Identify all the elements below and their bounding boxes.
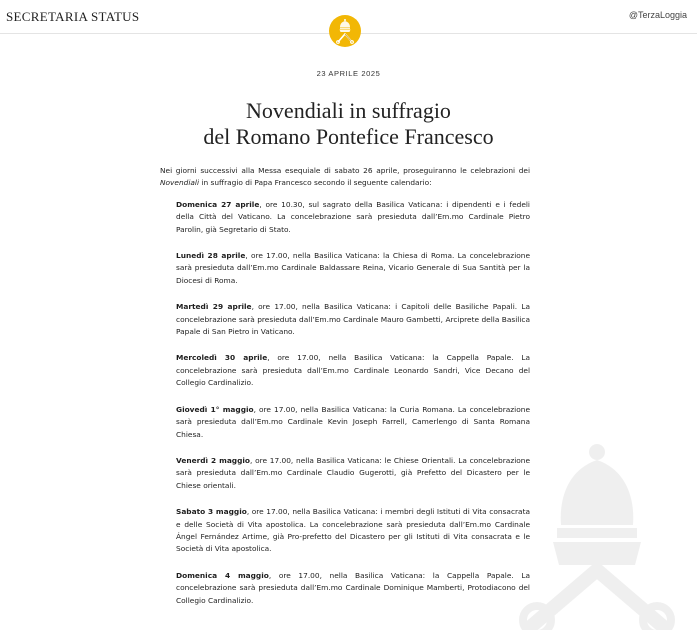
- schedule-entry: [176, 250, 530, 287]
- entry-text: , ore 17.00, nella Basilica Vaticana: la Chiesa di Roma. La concelebrazione sarà presieduta dall’Em.mo Cardinale Baldassare Reina, Vicario Generale di Sua Santità per la Diocesi di Roma.: [176, 251, 530, 285]
- entry-text: , ore 10.30, sul sagrato della Basilica Vaticana: i dipendenti e i fedeli della Città del Vaticano. La concelebrazione sarà presieduta dall’Em.mo Cardinale Pietro Parolin, già Segretario di Stato.: [176, 199, 530, 234]
- title-line-1: Novendiali in suffragio: [246, 98, 451, 123]
- schedule-entry: [176, 506, 530, 556]
- entry-text: , ore 17.00, nella Basilica Vaticana: i membri degli Istituti di Vita consacrata e delle Società di Vita apostolica. La concelebrazione sarà presieduta dall’Em.mo Cardinale Ángel Fernández Artime, già Pro-prefetto del Dicastero per gli Istituti di Vita consacrata e le Società di Vita apostolica.: [176, 507, 530, 554]
- schedule-entry: [176, 352, 530, 389]
- papal-coat-of-arms-icon: [329, 15, 361, 47]
- entry-text: , ore 17.00, nella Basilica Vaticana: le Chiese Orientali. La concelebrazione sarà presieduta dall’Em.mo Cardinale Claudio Gugerotti, già Prefetto del Dicastero per le Chiese orientali.: [176, 455, 530, 490]
- page-title: [0, 98, 697, 150]
- schedule-entry: [176, 301, 530, 338]
- entry-text: , ore 17.00, nella Basilica Vaticana: la Curia Romana. La concelebrazione sarà presieduta dall’Em.mo Cardinale Kevin Joseph Farrell, Camerlengo di Santa Romana Chiesa.: [176, 404, 530, 439]
- schedule-entry: [176, 455, 530, 492]
- entry-text: , ore 17.00, nella Basilica Vaticana: i Capitoli delle Basiliche Papali. La concelebrazione sarà presieduta dall’Em.mo Cardinale Mauro Gambetti, Arciprete della Basilica Papale di San Pietro in Vaticano.: [176, 302, 530, 337]
- entry-day: Lunedì 28 aprile: [176, 251, 246, 261]
- entry-text: , ore 17.00, nella Basilica Vaticana: la Cappella Papale. La concelebrazione sarà presieduta dall’Em.mo Cardinale Dominique Mamberti, Protodiacono del Collegio Cardinalizio.: [176, 570, 531, 605]
- entry-day: Domenica 27 aprile: [176, 199, 260, 209]
- schedule-entry: [176, 570, 530, 607]
- intro-text-end: in suffragio di Papa Francesco secondo il seguente calendario:: [199, 178, 432, 188]
- publication-date: 23 APRILE 2025: [316, 69, 381, 78]
- entry-day: Martedì 29 aprile: [176, 302, 252, 312]
- entry-day: Domenica 4 maggio: [176, 570, 269, 580]
- entry-day: Mercoledì 30 aprile: [176, 353, 268, 363]
- papal-tiara-watermark-icon: [497, 430, 697, 630]
- intro-italic: Novendiali: [160, 178, 200, 188]
- title-line-2: del Romano Pontefice Francesco: [203, 124, 494, 149]
- entry-day: Giovedì 1° maggio: [176, 404, 254, 414]
- document-body: [160, 165, 530, 621]
- intro-text: Nei giorni successivi alla Messa esequiale di sabato 26 aprile, proseguiranno le celebrazioni dei: [160, 166, 530, 175]
- entry-text: , ore 17.00, nella Basilica Vaticana: la Cappella Papale. La concelebrazione sarà presieduta dall’Em.mo Cardinale Leonardo Sandri, Vice Decano del Collegio Cardinalizio.: [176, 353, 531, 388]
- brand-name: SECRETARIA STATUS: [6, 9, 140, 24]
- schedule-entry: [176, 404, 530, 441]
- entry-day: Sabato 3 maggio: [176, 507, 247, 517]
- entry-day: Venerdì 2 maggio: [176, 455, 251, 465]
- social-handle[interactable]: @TerzaLoggia: [628, 10, 687, 20]
- schedule-entry: [176, 199, 530, 236]
- intro-paragraph: [160, 165, 530, 190]
